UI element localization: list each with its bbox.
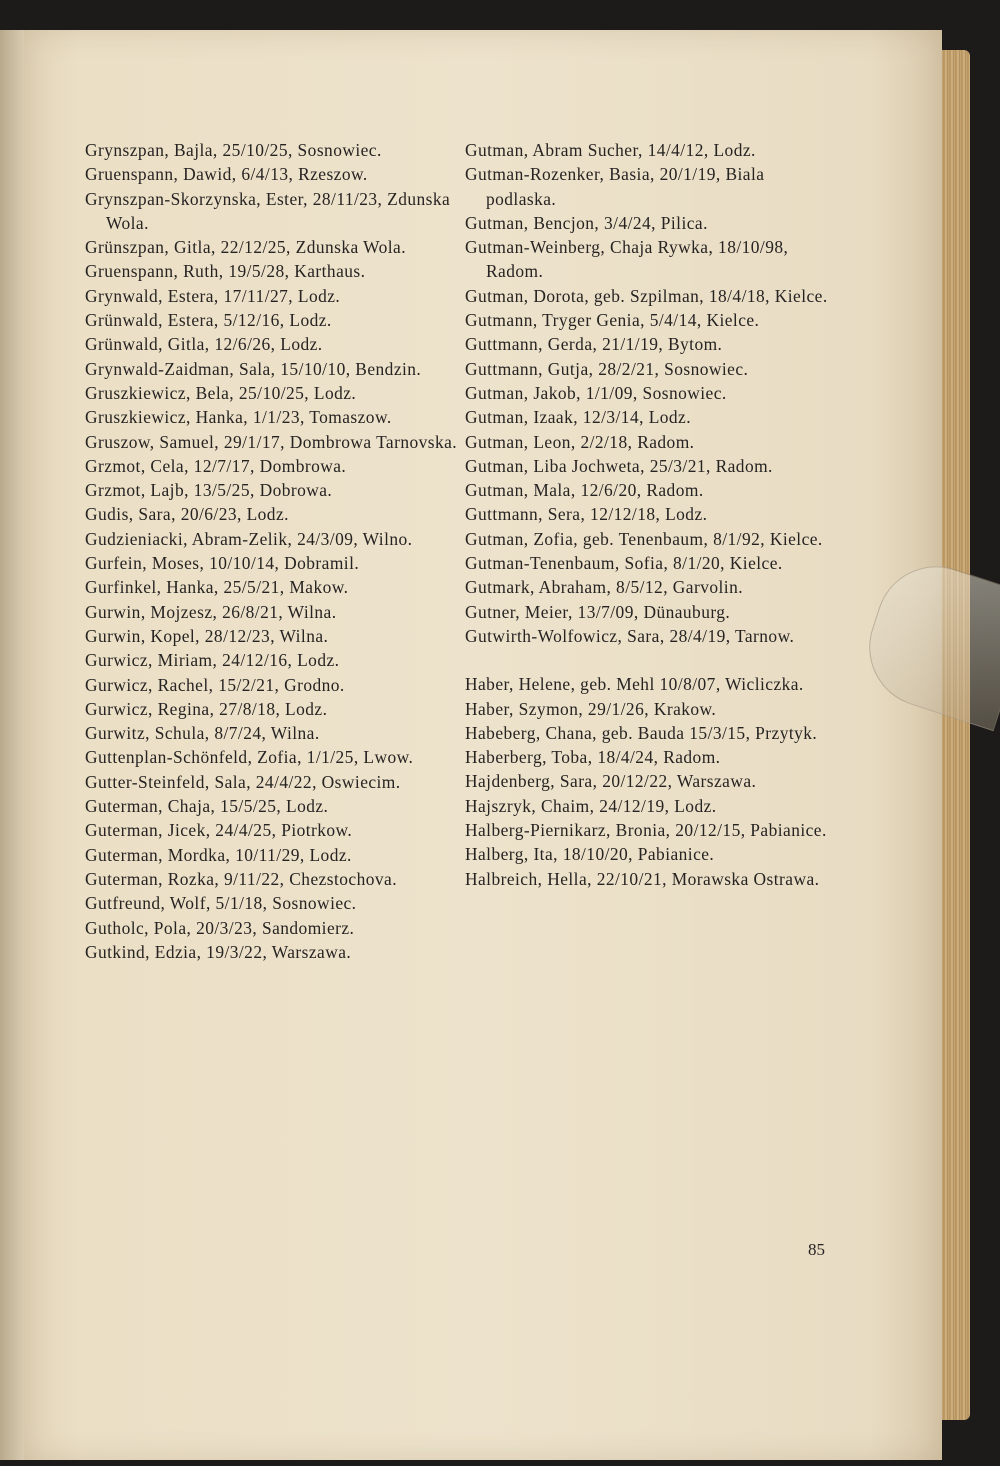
list-entry: Habeberg, Chana, geb. Bauda 15/3/15, Przytyk. — [465, 722, 818, 743]
list-entry: Haber, Helene, geb. Mehl 10/8/07, Wicliczka. — [465, 674, 804, 695]
list-entry: Gutman-Tenenbaum, Sofia, 8/1/20, Kielce. — [465, 553, 783, 574]
list-entry: Hajszryk, Chaim, 24/12/19, Lodz. — [465, 795, 717, 816]
list-entry: Haber, Szymon, 29/1/26, Krakow. — [465, 698, 717, 719]
list-entry: Gurwicz, Miriam, 24/12/16, Lodz. — [85, 650, 340, 671]
list-entry: Gudzieniacki, Abram-Zelik, 24/3/09, Wilno. — [85, 528, 413, 549]
list-entry: Gutter-Steinfeld, Sala, 24/4/22, Oswiecim. — [85, 771, 401, 792]
list-entry: Gutman, Bencjon, 3/4/24, Pilica. — [465, 212, 708, 233]
list-entry: Halberg, Ita, 18/10/20, Pabianice. — [465, 844, 715, 865]
list-entry: Gutmann, Tryger Genia, 5/4/14, Kielce. — [465, 310, 760, 331]
list-entry: Gruszkiewicz, Bela, 25/10/25, Lodz. — [85, 382, 357, 403]
list-entry: Gutman, Dorota, geb. Szpilman, 18/4/18, Kielce. — [465, 285, 828, 306]
list-entry: Grünwald, Estera, 5/12/16, Lodz. — [85, 310, 332, 331]
list-entry: Gurwicz, Rachel, 15/2/21, Grodno. — [85, 674, 345, 695]
list-entry: Gutman, Jakob, 1/1/09, Sosnowiec. — [465, 382, 727, 403]
list-entry: Gurfein, Moses, 10/10/14, Dobramil. — [85, 553, 360, 574]
list-entry: Gutman-Rozenker, Basia, 20/1/19, Biala podlaska. — [465, 164, 765, 209]
list-entry: Guterman, Chaja, 15/5/25, Lodz. — [85, 796, 329, 817]
list-entry: Guttmann, Gerda, 21/1/19, Bytom. — [465, 334, 723, 355]
list-entry: Gurwitz, Schula, 8/7/24, Wilna. — [85, 723, 320, 744]
list-entry: Gurwin, Mojzesz, 26/8/21, Wilna. — [85, 601, 337, 622]
list-entry: Gudis, Sara, 20/6/23, Lodz. — [85, 504, 289, 525]
list-entry: Gutwirth-Wolfowicz, Sara, 28/4/19, Tarnow. — [465, 625, 795, 646]
list-entry: Guttmann, Sera, 12/12/18, Lodz. — [465, 504, 708, 525]
list-entry: Gutman, Zofia, geb. Tenenbaum, 8/1/92, Kielce. — [465, 528, 823, 549]
list-entry: Gruszow, Samuel, 29/1/17, Dombrowa Tarnovska. — [85, 431, 458, 452]
list-entry: Grynwald-Zaidman, Sala, 15/10/10, Bendzin. — [85, 358, 422, 379]
list-entry: Guterman, Rozka, 9/11/22, Chezstochova. — [85, 868, 397, 889]
list-entry: Guterman, Jicek, 24/4/25, Piotrkow. — [85, 820, 353, 841]
list-entry: Gruenspann, Ruth, 19/5/28, Karthaus. — [85, 261, 366, 282]
right-column — [465, 138, 837, 891]
list-entry: Haberberg, Toba, 18/4/24, Radom. — [465, 747, 721, 768]
list-entry: Guterman, Mordka, 10/11/29, Lodz. — [85, 844, 352, 865]
list-entry: Gutkind, Edzia, 19/3/22, Warszawa. — [85, 941, 352, 962]
list-entry: Gurwin, Kopel, 28/12/23, Wilna. — [85, 625, 329, 646]
list-entry: Gutholc, Pola, 20/3/23, Sandomierz. — [85, 917, 355, 938]
list-entry: Halbreich, Hella, 22/10/21, Morawska Ostrawa. — [465, 868, 820, 889]
list-entry: Grynszpan, Bajla, 25/10/25, Sosnowiec. — [85, 140, 382, 160]
left-column — [85, 138, 463, 964]
list-entry: Gruszkiewicz, Hanka, 1/1/23, Tomaszow. — [85, 407, 392, 428]
list-entry: Grünwald, Gitla, 12/6/26, Lodz. — [85, 334, 323, 355]
section-gap — [465, 648, 837, 672]
list-entry: Gutman, Mala, 12/6/20, Radom. — [465, 480, 704, 501]
list-entry: Gutman-Weinberg, Chaja Rywka, 18/10/98, Radom. — [465, 237, 789, 282]
list-entry: Gutmark, Abraham, 8/5/12, Garvolin. — [465, 577, 744, 598]
page-number: 85 — [808, 1240, 825, 1259]
list-entry: Grynwald, Estera, 17/11/27, Lodz. — [85, 285, 341, 306]
list-entry: Gutfreund, Wolf, 5/1/18, Sosnowiec. — [85, 893, 357, 914]
list-entry: Grünszpan, Gitla, 22/12/25, Zdunska Wola. — [85, 237, 407, 258]
list-entry: Halberg-Piernikarz, Bronia, 20/12/15, Pabianice. — [465, 820, 827, 841]
list-entry: Gurfinkel, Hanka, 25/5/21, Makow. — [85, 577, 349, 598]
list-entry: Grynszpan-Skorzynska, Ester, 28/11/23, Zdunska Wola. — [85, 188, 451, 233]
list-entry: Gutner, Meier, 13/7/09, Dünauburg. — [465, 601, 731, 622]
list-entry: Hajdenberg, Sara, 20/12/22, Warszawa. — [465, 771, 757, 792]
list-entry: Guttmann, Gutja, 28/2/21, Sosnowiec. — [465, 358, 749, 379]
list-entry: Guttenplan-Schönfeld, Zofia, 1/1/25, Lwow. — [85, 747, 414, 768]
list-entry: Gurwicz, Regina, 27/8/18, Lodz. — [85, 698, 328, 719]
list-entry: Gutman, Abram Sucher, 14/4/12, Lodz. — [465, 140, 756, 160]
list-entry: Gruenspann, Dawid, 6/4/13, Rzeszow. — [85, 164, 368, 185]
list-entry: Gutman, Liba Jochweta, 25/3/21, Radom. — [465, 455, 773, 476]
list-entry: Grzmot, Lajb, 13/5/25, Dobrowa. — [85, 480, 333, 501]
list-entry: Grzmot, Cela, 12/7/17, Dombrowa. — [85, 455, 347, 476]
list-entry: Gutman, Izaak, 12/3/14, Lodz. — [465, 407, 692, 428]
list-entry: Gutman, Leon, 2/2/18, Radom. — [465, 431, 695, 452]
